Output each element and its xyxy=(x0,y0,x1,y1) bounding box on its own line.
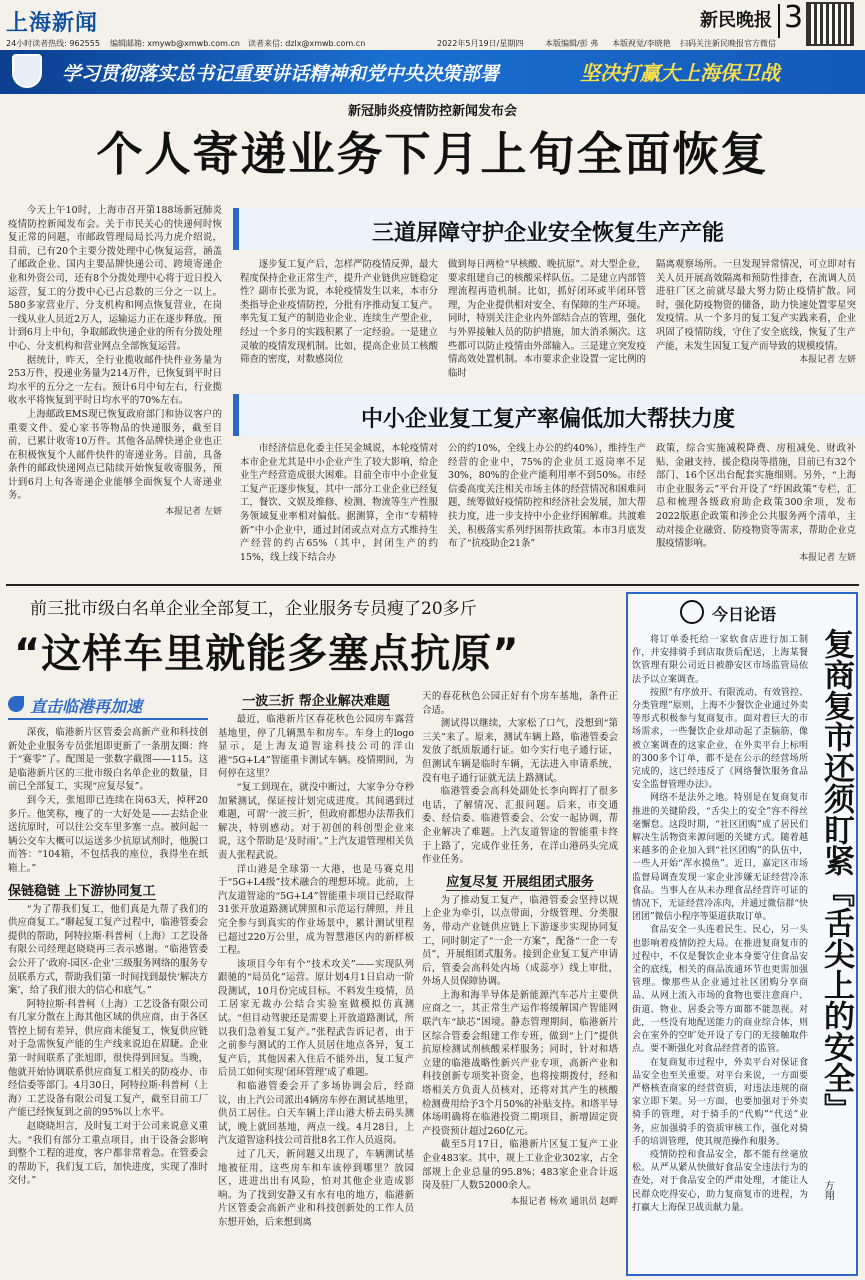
feature-paragraph: 阿特拉斯·科普柯（上海）工艺设备有限公司有几家分散在上海其他区域的供应商，由于各区管控上韧有差异，供应商未能复工，恢复供应链对于急需恢复产能的生产线来说迫在眉睫。企业第一时间联系了张旭即，很快得到回复。当晚，他就开始协调联系供应商复工相关的防疫办、市经信委等部门。4月30日，阿特拉斯·科普柯（上海）工艺设备有限公司复工复产，截至目前工厂产能已经恢复到之前的95%以上水平。 xyxy=(8,998,208,1119)
feature-col3 xyxy=(422,690,618,1207)
story3-text: 市经济信息化委主任吴金城说，本轮疫情对本市企业尤其是中小企业产生了较大影响，给企业生产经营造成很大困难。目前全市中小企业复工复产正逐步恢复，其中一部分工业企业已经复工，餐饮、文娱及维修、检测、物流等生产性服务领域复业率相对偏低。据测算，全市“专精特新”中小企业中，通过封闭或点对点方式维持生产经营的约占65%（其中，封闭生产的约15%，线上线下结合办 xyxy=(240,443,438,563)
feature-subhead: 应复尽复 开展组团式服务 xyxy=(446,871,594,891)
page-designer: 本版视觉/李晓艳 xyxy=(612,39,671,48)
qr-code-icon[interactable] xyxy=(806,2,854,46)
hotline: 24小时读者热线: 962555 xyxy=(6,39,100,48)
feature-reporter: 本报记者 杨欢 通讯员 赵畔 xyxy=(510,1196,618,1207)
story2-headline: 三道屏障守护企业安全恢复生产产能 xyxy=(371,221,724,246)
commentary-paragraph: 疫情防控和食品安全，都不能有丝毫放松。从严从紧从快做好食品安全违法行为的查处，对于食品安全的严肃处理，才能让人民群众吃得安心，助力复商复市的进程，为打赢大上海保卫战贡献力量。 xyxy=(632,1149,808,1213)
lead-paragraph: 今天上午10时，上海市召开第188场新冠肺炎疫情防控新闻发布会。关于市民关心的快递何时恢复正常的问题，市邮政管理局局长冯力虎介绍说，目前，已有20个主要分拨处理中心恢复运营，涵盖了邮政企业、国内主要品牌快递公司、跨境寄递企业和外资公司，还有8个分拨处理中心将于近日投入运营，复工的分拨中心已占总数的三分之一以上。580多家营业厅、分支机构和网点恢复营业，在岗一线从业人员近2万人，运输运力正在逐步释放。预计到6月上中旬，争取邮政快递企业的所有分拨处理中心、分支机构和营业网点全部恢复运营。 xyxy=(8,205,222,352)
feature-paragraph: 该项目今年有个“技术攻关”——实现队列跟驰的“局员化”运营。原计划4月1日启动一阶段测试，10月份完成目标。不料发生疫情，员工居家无裁办公结合实验室做模拟仿真测试。“但目动驾驶还是需要上开放道路测试，所以我们急着复工复产。”张程武告诉记者，由于之前参与测试的工作人员居住地点各异，复工复产后，其他因素入住后不能外出，复工复产后员工如何实现‘闭环管理’成了难题。 xyxy=(218,958,414,1079)
commentary-author: 方翔 xyxy=(822,1180,833,1200)
feature-col2 xyxy=(218,690,414,1230)
commentary-column-name: 今日论语 xyxy=(712,605,777,624)
section-divider xyxy=(6,584,859,586)
lead-paragraph: 上海邮政EMS现已恢复政府部门和协议客户的重要文件、爱心家书等物品的快递服务，截至目前，已累计收寄10万件。其他各品牌快递企业也正在积极恢复个人邮件快件的寄递业务。目前，具备条件的邮政快递网点已陆续开始恢复收寄服务，预计到6月上旬各寄递企业能够全面恢复个人寄递业务。 xyxy=(8,408,222,502)
column-logo-text: 直击临港再加速 xyxy=(30,697,143,716)
qr-hint: 扫码关注新民晚报官方微信 xyxy=(680,39,776,48)
story3-col2 xyxy=(448,442,646,551)
commentary-headline: 复商复市还须盯紧『舌尖上的安全』 xyxy=(818,628,854,1124)
page-number: 3 xyxy=(784,0,804,35)
shield-icon xyxy=(12,54,42,88)
editor-email: 编辑邮箱: xmywb@xmwb.com.cn xyxy=(110,39,240,48)
lead-body xyxy=(8,204,222,517)
feature-paragraph: 截至5月17日，临港新片区复工复产工业企业483家。其中，规上工业企业302家，占全部规上企业总量的95.8%；483家企业合计返岗及驻厂人数52000余人。 xyxy=(422,1139,618,1192)
feature-kicker: 前三批市级白名单企业全部复工，企业服务专员瘦了20多斤 xyxy=(30,599,477,619)
feature-subhead: 保链稳链 上下游协同复工 xyxy=(8,880,156,900)
lead-paragraph: 据统计，昨天，全行业揽收邮件快件业务量为253万件，投递业务量为214万件，已恢复到平时日均水平的五分之一左右。预计6月中旬左右，行业揽收水平将恢复到平时日均水平的70%左右。 xyxy=(8,354,222,407)
story3-reporter: 本报记者 左妍 xyxy=(799,552,856,563)
feature-paragraph: 深夜，临港新片区管委会高新产业和科技创新处企业服务专员张旭即更新了一条朋友圈：终于“赛零”了。配图是一张数字截图——115。这是临港新片区的三批市级白名单企业的数量，目前已全部复工，实现“应复尽复”。 xyxy=(8,727,208,793)
lead-reporter: 本报记者 左妍 xyxy=(165,507,222,518)
reader-email: 读者来信: dzlx@xmwb.com.cn xyxy=(248,39,366,48)
column-logo xyxy=(8,692,208,720)
feature-paragraph: 上海和海半导体是新能源汽车芯片主要供应商之一，其正常生产运作将缓解国产智能网联汽车“缺芯”困境。静态管理期间，临港新片区综合管委会组建工作专班，做到“上门”提供抗原检测试剂核酸采样服务；同时，针对和塔立建的临港战略性新兴产业专项，高新产业和科技创新专项奖补资金，也将按期拨付，经和塔相关方负责人员核对，还将对其产生的核酸检测费用给予3个月50%的补贴支持。和塔半导体场明确将在临港投资二期项目，新增固定资产投资预计超过260亿元。 xyxy=(422,989,618,1137)
rocket-icon xyxy=(8,696,24,712)
feature-paragraph: 最近，临港新片区春花秋色公园房车露营基地里，停了几辆黑车和房车。车身上的logo显示，是上海友道智途科技公司的洋山港“5G+L4”智能重卡测试车辆。疫情期间，为何停在这里？ xyxy=(218,714,414,780)
story2-col2 xyxy=(448,258,646,380)
story3-headline: 中小企业复工复产率偏低加大帮扶力度 xyxy=(360,407,735,432)
paper-name: 新民晚报 xyxy=(700,10,772,31)
masthead xyxy=(0,0,865,48)
story2-col3 xyxy=(656,258,856,368)
story3-text: 公的约10%，全线上办公的约40%），维持生产经营的企业中，75%的企业员工返岗率不足30%，80%的企业产能利用率不到50%。市经信委高度关注相关市场主体的经营情况和困难问题，统筹做好疫情防控和经济社会发展，加大帮扶力度，进一步支持中小企业纾困解难。共渡难关，积极落实系列纾困帮扶政策。本市3月底发布了“抗疫助企21条” xyxy=(448,443,646,550)
story2-text: 做到每日两检“早核酸、晚抗原”。对大型企业，要求组建自己的核酸采样队伍。二是建立内部管理流程再造机制。比如，抓好闭环或半闭环管理，为企业提供相对安全、有保障的生产环境。同时，特别关注企业内外部结合点的管理，强化与外界接触人员的防护措施，加大消杀频次。这些都可以防止疫情由外部输入。三是建立突发疫情高效处置机制。本市要求企业设置一定比例的临时 xyxy=(448,259,646,379)
commentary-paragraph: 食品安全一头连着民生、民心，另一头也影响着疫情防控大局。在推进复商复市的过程中，不仅是餐饮企业本身要守住食品安全的底线，相关的商品流通环节也更需加强管理。像那些从企业通过社区团购分享商品、从网上流入市场的食物也要注意商户、街道、物业、居委会等方面都不能忽视。对此，一些没有地配送能力的商业综合体，则会在室外的空旷处开设了专门的无接触取件点。要不断强化对食品经营者的监管。 xyxy=(632,925,808,1055)
feature-paragraph: “为了帮我们复工，他们真是九帮了我们的供应商复工。”聊起复工复产过程中，临港管委会提供的帮助，阿特拉斯·科普柯（上海）工艺设备有限公司经理赵晓晓再三表示感谢。“临港管委会公开了‘政府-园区-企业’三级服务网络的服务专员联系方式，帮助我们第一时间找到最快‘解决方案’，给了我们很大的信心和底气。” xyxy=(8,903,208,997)
feature-paragraph: “复工到现在，就没中断过，大家争分夺秒加紧测试，保证按计划完成进度。其间遇到过难题，可谓‘一波三折’，但政府都想办法帮我们解决，特别感动。对于初创的科创型企业来说，这个帮助是‘及时雨’。”上汽友道管理相关负责人张程武说。 xyxy=(218,781,414,861)
section-name: 上海新闻 xyxy=(6,11,99,36)
feature-paragraph: 洋山港是全球第一大港，也是马赛克用于“5G+L4级”技术融合的理想环境。此前，上汽友道智途的“5G+L4”智能重卡项目已经取得31张开放道路测试牌照和示范运行牌照，并且完全参与到真实的作业场景中，累计测试里程已超过220万公里，成为智慧港区内的新样板工程。 xyxy=(218,863,414,957)
commentary-paragraph: 在复商复市过程中，外卖平台对保证食品安全也至关重要。对平台来说，一方面要严格核查商家的经营资质，对违法违规的商家立即下架。另一方面，也要加强对于外卖骑手的管理，对于骑手的“代购”“代送”业务，应加强骑手的资质审核工作，强化对骑手的培训管理，使其规范操作和服务。 xyxy=(632,1057,808,1147)
divider-bar xyxy=(778,4,780,38)
feature-paragraph: 天的春花秋色公园正好有个房车基地，条件正合适。 xyxy=(422,691,618,716)
feature-subhead: 一波三折 帮企业解决难题 xyxy=(242,690,390,710)
page-editor: 本版编辑/彭 弗 xyxy=(545,39,599,48)
feature-paragraph: 赵晓晓坦言，及时复工对于公司来说意义重大。“我们有部分工重点项目，由于设备会影响到整个工程的进度，客户都非常着急。在管委会的帮助下，我们复工后，加快进度，实现了准时交付。” xyxy=(8,1121,208,1187)
comment-badge-icon xyxy=(680,600,704,624)
feature-headline: “这样车里就能多塞点抗原” xyxy=(14,631,520,677)
commentary-header xyxy=(680,600,800,626)
feature-paragraph: 和临港管委会开了多场协调会后，经商议，由上汽公司派出4辆房车停在测试基地里，供员工居住。白天车辆上洋山港大桥去码头测试，晚上就回基地，两点一线。4月28日，上汽友道智途科技公司首批8名工作人员返岗。 xyxy=(218,1081,414,1147)
story2-text: 隔离观察场所。一旦发现异常情况，可立即对有关人员开展高效隔离和预防性排查，在流调人员进驻厂区之前就尽最大努力防止疫情扩散。同时，强化防疫物资的储备，助力快速处置零星突发疫情。从一个多月的复工复产实践来看，企业巩固了疫情防线，守住了安全底线，恢复了生产产能，未发生因复工复产而导致的规模疫情。 xyxy=(656,259,856,352)
banner-left-slogan: 学习贯彻落实总书记重要讲话精神和党中央决策部署 xyxy=(62,63,500,85)
feature-paragraph: 临港管委会高科处副处长李向晖打了很多电话，了解情况、汇报问题。后来，市交通委、经信委、临港管委会、公安一起协调，帮企业解决了难题。上汽友道智途的智能重卡终于上路了，完成作业任务，在洋山港码头完成作业任务。 xyxy=(422,786,618,866)
feature-paragraph: 为了推动复工复产，临港管委会坚持以规上企业为牵引，以点带面，分级管理、分类服务，带动产业链供应链上下游逐步实现协同复工，同时制定了“一企一方案”，配备“一企一专员”，开展组团式服务。接到企业复工复产申请后，管委会高科处内场（成蕊亭）线上审批，外场人员保障协调。 xyxy=(422,894,618,988)
commentary-body xyxy=(632,634,808,1215)
commentary-paragraph: 按照“有序放开、有限流动、有效管控、分类管理”原则，上海不少餐饮企业通过外卖等形式积极参与复商复市。面对着巨大的市场需求，一些餐饮企业却动起了歪脑筋，像被立案调查的这家企业，在外卖平台上标明的300多个订单，都不是在公示的经营场所完成的，这已经违反了《网络餐饮服务食品安全监督管理办法》。 xyxy=(632,687,808,791)
story2-reporter: 本报记者 左妍 xyxy=(799,355,856,366)
issue-date: 2022年5月19日/星期四 xyxy=(437,39,524,48)
banner-right-slogan: 坚决打赢大上海保卫战 xyxy=(580,61,780,85)
lead-kicker: 新冠肺炎疫情防控新闻发布会 xyxy=(347,104,517,119)
story3-text: 政策，综合实施减税降费、房租减免、财政补贴、金融支持、援企稳岗等措施，目前已有32个部门、16个区出台配套实施细则。另外，“上海市企业服务云”平台开设了“纾困政策”专栏，汇总和梳理各级政府助企政策300余项，发布2022版惠企政策和涉企公共服务两个清单，主动对接企业融资、防疫物资等需求，帮助企业克服疫情影响。 xyxy=(656,443,856,550)
feature-paragraph: 过了几天，新问题又出现了，车辆测试基地被征用，这些房车和车该停到哪里？放园区，进进出出有风险，怕对其他企业造成影响。为了找到安静又有水有电的地方，临港新片区管委会高新产业和科技创新处的工作人员东想开始，后来想到离 xyxy=(218,1149,414,1228)
story2-text: 逐步复工复产后，怎样严防疫情反弹，最大程度保持企业正常生产，提升产业链供应链稳定性？副市长张为说，本轮疫情发生以来，本市分类指导企业疫情防控，分批有序推动复工复产。率先复工复产的制造业企业、连续生产型企业，经过一个多月的实践积累了一定经验。一是建立灵敏的疫情发现机制。比如，提高企业员工核酸筛查的密度，对数感岗位 xyxy=(240,259,438,366)
feature-paragraph: 到今天，张旭即已连续在岗63天，掉秤20多斤。他笑称，瘦了的一大好处是——去结企业送抗原时，可以往公交车里多塞一点。被问起一辆公交车大概可以运送多少抗原试剂时，他脱口而答：“104箱，不包括我的座位，我得坐在纸箱上。” xyxy=(8,794,208,874)
feature-col1 xyxy=(8,726,208,1188)
commentary-paragraph: 将订单委托给一家软食店进行加工制作，并安排骑手到店取货后配送，上海某餐饮管理有限公司近日被静安区市场监管局依法予以立案调查。 xyxy=(632,635,808,685)
story3-col1 xyxy=(240,442,438,564)
slogan-banner xyxy=(0,50,865,94)
commentary-paragraph: 网络不是法外之地。特别是在复商复市推进的关键阶段，“舌尖上的安全”容不得丝毫懈怠。这段时期，“社区团购”成了居民们解决生活物资来源问题的关键方式。随着越来越多的企业加入到“社区团购”的队伍中，一些人开始“浑水摸鱼”。近日，嘉定区市场监督局调查发现一家企业涉嫌无证经营冷冻食品。当事人在从未办理食品经营许可证的情况下，无证经营冷冻肉，并通过微信群“快团团”微信小程序等渠道获取订单。 xyxy=(632,793,808,923)
story2-col1 xyxy=(240,258,438,367)
lead-headline: 个人寄递业务下月上旬全面恢复 xyxy=(96,127,769,181)
feature-paragraph: 测试得以继续，大家松了口气，没想到“第三关”来了。原来，测试车辆上路，临港管委会发放了纸质版通行证。如今实行电子通行证，但测试车辆是临时车辆，无法进入申请系统，没有电子通行证就无法上路测试。 xyxy=(422,718,618,784)
story3-col3 xyxy=(656,442,856,565)
